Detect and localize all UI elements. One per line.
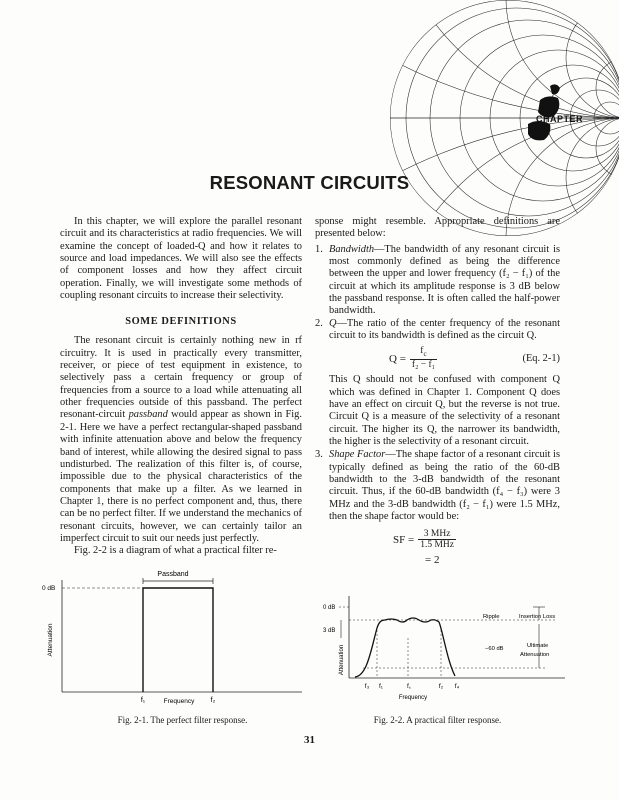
fig22-intro-line: Fig. 2-2 is a diagram of what a practical filter re-: [74, 545, 277, 557]
figure-2-1-caption: Fig. 2-1. The perfect filter response.: [117, 715, 248, 725]
fig1-passband-label: Passband: [157, 571, 189, 578]
fig2-f1-label: f₁: [379, 683, 383, 690]
smith-chart-graphic: [378, 38, 584, 178]
equation-shape-factor: SF = $\frac{\text{3 MHz}}{\text{1.5 MHz}}$: [393, 529, 454, 551]
chapter-label: CHAPTER: [536, 114, 584, 124]
fig1-zero-db-label: 0 dB: [42, 585, 56, 592]
figure-2-1: [40, 560, 310, 710]
fig2-three-db-label: 3 dB: [323, 628, 336, 634]
equation-label: (Eq. 2-1): [522, 353, 560, 365]
fig1-f2-label: f₂: [210, 697, 216, 704]
left-column: [60, 216, 302, 558]
fig1-passband-rectangle: [143, 588, 213, 692]
intro-paragraph: In this chapter, we will explore the parallel resonant circuit and its characteristics at radio frequencies. We will examine the concept of loaded-Q and how it relates to source and load impedances. We will also see the effects of component losses and how they affect circuit operation. Finally, we will investigate some methods of coupling resonant circuits to increase their selectivity.: [60, 216, 302, 302]
term-q: Q: [329, 317, 337, 329]
fig2-ultimate-label: Ultimate: [527, 643, 549, 649]
definition-item-bandwidth: 1. Bandwidth—The bandwidth of any resonant circuit is most commonly defined as being the difference between the upper and lower frequency (f₂ − f₁) of the circuit at which its amplitude response is 3 dB below the passband response. It is often called the half-power bandwidth.: [315, 243, 560, 317]
fig2-f4-label: f₄: [454, 683, 460, 690]
shape-factor-result: = 2: [425, 554, 440, 567]
section-heading: SOME DEFINITIONS: [125, 316, 237, 328]
definition-item-shape-factor: 3. Shape Factor—The shape factor of a resonant circuit is typically defined as being the ratio of the 60-dB bandwidth to the 3-dB bandwidth of the resonant circuit. Thus, if the 60-dB bandwidth (f₄ − f₃) were 3 MHz and the 3-dB bandwidth (f₂ − f₁) were 1.5 MHz, then the shape factor would be: SF = $\frac{\text{3 MHz}}{\text{1.5 MHz}}$ = 2: [315, 449, 560, 567]
definitions-paragraph: The resonant circuit is certainly nothing new in rf circuitry. It is used in practically every transmitter, receiver, or piece of test equipment in existence, to selectively pass a certain frequency or group of frequencies from a source to a load while attenuating all other frequencies outside of this passband. The perfect resonant-circuit passband would appear as shown in Fig. 2-1. Here we have a perfect rectangular-shaped passband with infinite attenuation above and below the frequency band of interest, while allowing the desired signal to pass undisturbed. The realization of this filter is, of course, impossible due to the physical characteristics of the components that make up a filter. As we learned in Chapter 1, there is no perfect component and, thus, there can be no perfect filter. If we understand the mechanics of resonant circuits, however, we can certainly tailor an imperfect circuit to suit our needs just perfectly.: [60, 335, 302, 544]
q-note-paragraph: This Q should not be confused with component Q which was defined in Chapter 1. Component Q does have an effect on circuit Q, but the reverse is not true. Circuit Q is a measure of the selectivity of a resonant circuit. The higher its Q, the narrower its bandwidth, the higher is the selectivity of a resonant circuit.: [329, 374, 560, 448]
right-column: [315, 216, 560, 566]
fig2-y-axis-label: Attenuation: [339, 644, 345, 676]
figure-2-2-caption: Fig. 2-2. A practical filter response.: [373, 715, 502, 725]
fig2-f2-label: f₂: [438, 683, 444, 690]
figure-2-2: [315, 580, 575, 708]
fig2-insertion-loss-label: Insertion Loss: [519, 614, 556, 620]
definition-item-q: 2. Q—The ratio of the center frequency of the resonant circuit to its bandwidth is defined as the circuit Q. Q = $\frac{f_c}{\text{f₂ − f₁}}$ (Eq. 2-1) This Q should not be confused with component Q which was defined in Chapter 1. Component Q does have an effect on circuit Q, but the reverse is not true. Circuit Q is a measure of the selectivity of a resonant circuit. The higher its Q, the narrower its bandwidth, the higher is the selectivity of a resonant circuit.: [315, 317, 560, 448]
fig1-x-axis-label: Frequency: [163, 698, 195, 705]
fig1-f1-label: f₁: [140, 697, 146, 704]
fig2-minus60-label: −60 dB: [485, 646, 504, 652]
fig2-fc-label: f꜀: [406, 683, 412, 690]
equation-q: Q = $\frac{f_c}{\text{f₂ − f₁}}$ (Eq. 2-1): [389, 346, 560, 371]
term-shape-factor: Shape Factor: [329, 449, 386, 461]
smith-chart-dark-region: [528, 84, 560, 140]
fig2-x-axis-label: Frequency: [398, 695, 428, 701]
fig2-attenuation-word: Attenuation: [520, 652, 550, 658]
page-title: RESONANT CIRCUITS: [209, 172, 410, 193]
term-bandwidth: Bandwidth: [329, 243, 375, 255]
continuation-paragraph: sponse might resemble. Appropriate definitions are presented below:: [315, 216, 560, 240]
fig2-ripple-label: Ripple: [483, 614, 500, 620]
fig2-f3-label: f₃: [364, 683, 370, 690]
fig1-y-axis-label: Attenuation: [47, 623, 54, 657]
page-number: 31: [304, 734, 315, 746]
fig2-zero-db-label: 0 dB: [323, 605, 336, 611]
